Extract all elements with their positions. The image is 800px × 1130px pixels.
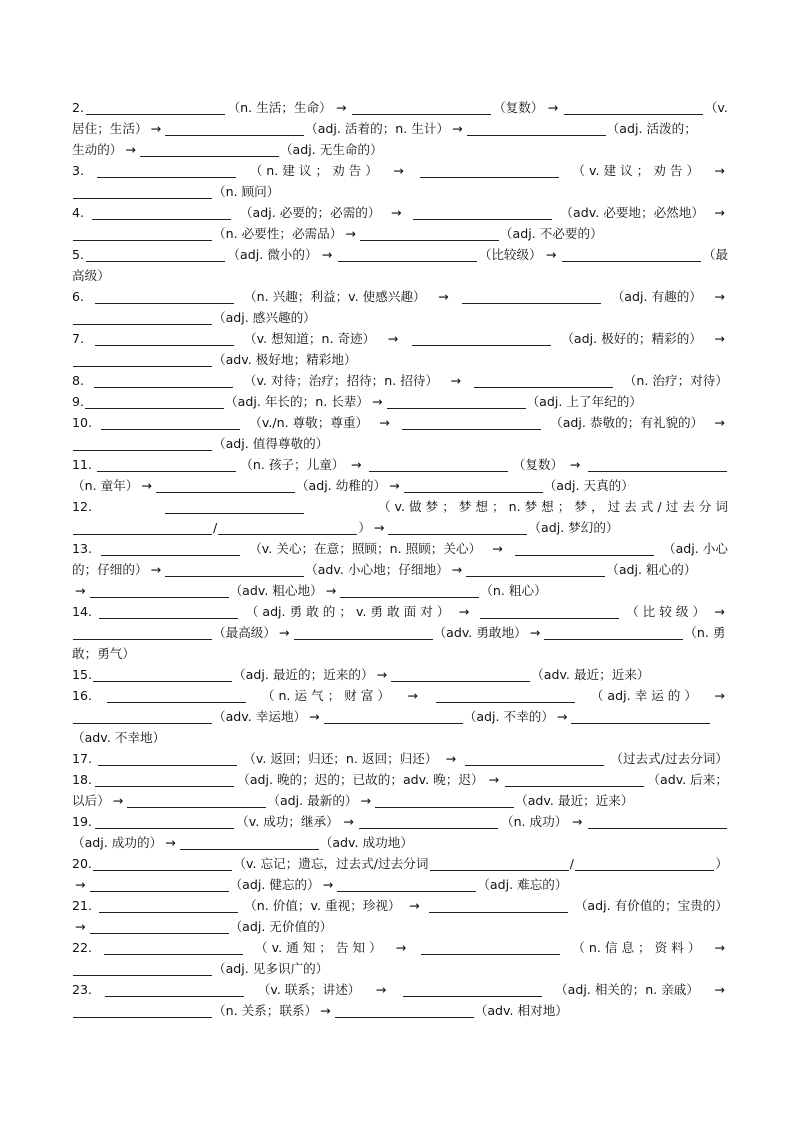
line-text: （adv. 幸运地） bbox=[213, 709, 307, 724]
answer-blank[interactable] bbox=[101, 415, 240, 430]
line-text: 6. bbox=[72, 289, 85, 304]
answer-blank[interactable] bbox=[98, 751, 237, 766]
answer-blank[interactable] bbox=[95, 814, 234, 829]
worksheet bbox=[72, 97, 728, 1021]
line-text: （ n. 建 议 ； 劝 告 ） bbox=[249, 163, 378, 178]
line-text: ） bbox=[715, 856, 728, 871]
answer-blank[interactable] bbox=[352, 100, 491, 115]
answer-blank[interactable] bbox=[127, 793, 266, 808]
line-text: （比较级） bbox=[478, 247, 542, 262]
arrow-icon: → bbox=[545, 247, 557, 262]
answer-blank[interactable] bbox=[104, 940, 243, 955]
answer-blank[interactable] bbox=[86, 100, 225, 115]
answer-blank[interactable] bbox=[588, 457, 727, 472]
answer-blank[interactable] bbox=[218, 520, 357, 535]
worksheet-line bbox=[72, 874, 728, 895]
answer-blank[interactable] bbox=[73, 709, 212, 724]
answer-blank[interactable] bbox=[505, 772, 644, 787]
line-text: （adj. 最新的） bbox=[267, 793, 358, 808]
answer-blank[interactable] bbox=[73, 184, 212, 199]
line-text: （adj. 恭敬的；有礼貌的） bbox=[550, 415, 704, 430]
line-text: 14. bbox=[72, 604, 93, 619]
line-text: （复数） bbox=[512, 457, 564, 472]
answer-blank[interactable] bbox=[338, 247, 477, 262]
answer-blank[interactable] bbox=[436, 688, 575, 703]
line-text: 19. bbox=[72, 814, 93, 829]
arrow-icon: → bbox=[112, 793, 124, 808]
worksheet-line bbox=[72, 307, 728, 328]
worksheet-line bbox=[72, 97, 728, 118]
line-text: （n. 顾问） bbox=[213, 184, 280, 199]
arrow-icon: → bbox=[492, 541, 503, 556]
answer-blank[interactable] bbox=[412, 331, 551, 346]
line-text: （n. 成功） bbox=[500, 814, 568, 829]
answer-blank[interactable] bbox=[420, 163, 559, 178]
line-text: （n. 勇 bbox=[684, 625, 726, 640]
line-text: （adv. 小心地；仔细地） bbox=[305, 562, 449, 577]
arrow-icon: → bbox=[322, 877, 334, 892]
line-text: / bbox=[213, 520, 218, 535]
arrow-icon: → bbox=[529, 625, 541, 640]
worksheet-line bbox=[72, 1000, 728, 1021]
worksheet-line bbox=[72, 811, 728, 832]
worksheet-line bbox=[72, 244, 728, 265]
arrow-icon: → bbox=[278, 625, 290, 640]
line-text: 生动的） bbox=[72, 142, 123, 157]
arrow-icon: → bbox=[556, 709, 568, 724]
worksheet-line bbox=[72, 265, 728, 286]
worksheet-line bbox=[72, 349, 728, 370]
line-text: （adv. 必要地；必然地） bbox=[560, 205, 704, 220]
worksheet-line bbox=[72, 853, 728, 874]
line-text: 21. bbox=[72, 898, 93, 913]
line-text: （n. 孩子；儿童） bbox=[240, 457, 345, 472]
arrow-icon: → bbox=[320, 1003, 331, 1018]
answer-blank[interactable] bbox=[324, 709, 463, 724]
line-text: 15. bbox=[72, 667, 93, 682]
answer-blank[interactable] bbox=[140, 142, 279, 157]
line-text: （adj. 活着的；n. 生计） bbox=[305, 121, 450, 136]
line-text: （adj. 不幸的） bbox=[463, 709, 554, 724]
arrow-icon: → bbox=[714, 289, 725, 304]
worksheet-line bbox=[72, 748, 728, 769]
worksheet-line bbox=[72, 559, 728, 580]
answer-blank[interactable] bbox=[99, 898, 238, 913]
line-text: （adv. 勇敢地） bbox=[433, 625, 527, 640]
line-text: （n. 必要性；必需品） bbox=[213, 226, 343, 241]
line-text: 17. bbox=[72, 751, 93, 766]
line-text: 4. bbox=[72, 205, 85, 220]
line-text: 以后） bbox=[72, 793, 110, 808]
answer-blank[interactable] bbox=[90, 919, 229, 934]
arrow-icon: → bbox=[165, 835, 176, 850]
line-text: 敢；勇气） bbox=[72, 646, 135, 661]
answer-blank[interactable] bbox=[105, 982, 244, 997]
arrow-icon: → bbox=[75, 877, 86, 892]
worksheet-line bbox=[72, 832, 728, 853]
line-text: 7. bbox=[72, 331, 85, 346]
arrow-icon: → bbox=[547, 100, 559, 115]
answer-blank[interactable] bbox=[73, 352, 212, 367]
arrow-icon: → bbox=[458, 604, 470, 619]
line-text: （ n. 信 息 ； 资 料 ） bbox=[572, 940, 701, 955]
arrow-icon: → bbox=[141, 478, 152, 493]
line-text: （adj. 无生命的） bbox=[279, 142, 383, 157]
arrow-icon: → bbox=[571, 814, 583, 829]
line-text: 16. bbox=[72, 688, 93, 703]
answer-blank[interactable] bbox=[430, 856, 569, 871]
arrow-icon: → bbox=[714, 205, 725, 220]
line-text: （adj. 小心 bbox=[662, 541, 728, 556]
line-text: （adj. 极好的；精彩的） bbox=[561, 331, 702, 346]
line-text: （adv. 不幸地） bbox=[72, 730, 166, 745]
answer-blank[interactable] bbox=[465, 751, 604, 766]
answer-blank[interactable] bbox=[359, 814, 498, 829]
line-text: （adj. 年长的；n. 长辈） bbox=[225, 394, 369, 409]
worksheet-line bbox=[72, 391, 728, 412]
line-text: （v./n. 尊敬；尊重） bbox=[249, 415, 369, 430]
line-text: （adj. 有价值的；宝贵的） bbox=[574, 898, 728, 913]
worksheet-line bbox=[72, 475, 728, 496]
line-text: 9. bbox=[72, 394, 85, 409]
worksheet-line bbox=[72, 454, 728, 475]
line-text: （adj. 活泼的； bbox=[606, 121, 697, 136]
line-text: （adj. 晚的；迟的；已故的；adv. 晚；迟） bbox=[237, 772, 484, 787]
answer-blank[interactable] bbox=[360, 226, 499, 241]
line-text: （最高级） bbox=[213, 625, 276, 640]
line-text: （v. 对待；治疗；招待；n. 招待） bbox=[243, 373, 439, 388]
answer-blank[interactable] bbox=[387, 394, 526, 409]
line-text: （ adj. 勇 敢 的 ； v. 勇 敢 面 对 ） bbox=[245, 604, 450, 619]
line-text: （过去式/过去分词） bbox=[610, 751, 728, 766]
answer-blank[interactable] bbox=[467, 121, 606, 136]
arrow-icon: → bbox=[345, 226, 356, 241]
arrow-icon: → bbox=[488, 772, 500, 787]
arrow-icon: → bbox=[387, 331, 399, 346]
line-text: （n. 童年） bbox=[72, 478, 139, 493]
answer-blank[interactable] bbox=[101, 541, 240, 556]
line-text: 的；仔细的） bbox=[72, 562, 148, 577]
worksheet-line bbox=[72, 895, 728, 916]
arrow-icon: → bbox=[452, 121, 463, 136]
line-text: （adv. 最近；近来） bbox=[531, 667, 650, 682]
line-text: （adv. 后来； bbox=[647, 772, 728, 787]
answer-blank[interactable] bbox=[564, 100, 703, 115]
worksheet-line bbox=[72, 181, 728, 202]
arrow-icon: → bbox=[343, 814, 354, 829]
arrow-icon: → bbox=[125, 142, 136, 157]
worksheet-line bbox=[72, 958, 728, 979]
line-text: （v. 忘记；遗忘，过去式/过去分词 bbox=[233, 856, 429, 871]
worksheet-line bbox=[72, 118, 728, 139]
line-text: （adv. 粗心地） bbox=[229, 583, 323, 598]
arrow-icon: → bbox=[379, 415, 390, 430]
line-text: 居住；生活） bbox=[72, 121, 148, 136]
line-text: （v. 返回；归还；n. 返回；归还） bbox=[243, 751, 438, 766]
arrow-icon: → bbox=[714, 604, 725, 619]
line-text: （n. 兴趣；利益；v. 使感兴趣） bbox=[244, 289, 426, 304]
arrow-icon: → bbox=[150, 121, 162, 136]
line-text: （ adj. 幸 运 的 ） bbox=[590, 688, 697, 703]
line-text: 5. bbox=[72, 247, 85, 262]
answer-blank[interactable] bbox=[73, 226, 212, 241]
line-text: 18. bbox=[72, 772, 93, 787]
worksheet-line bbox=[72, 412, 728, 433]
answer-blank[interactable] bbox=[575, 856, 714, 871]
arrow-icon: → bbox=[373, 520, 385, 535]
answer-blank[interactable] bbox=[403, 982, 542, 997]
line-text: 13. bbox=[72, 541, 93, 556]
answer-blank[interactable] bbox=[421, 940, 560, 955]
answer-blank[interactable] bbox=[466, 562, 605, 577]
arrow-icon: → bbox=[389, 478, 400, 493]
answer-blank[interactable] bbox=[375, 793, 514, 808]
answer-blank[interactable] bbox=[562, 247, 701, 262]
answer-blank[interactable] bbox=[97, 457, 236, 472]
worksheet-line bbox=[72, 538, 728, 559]
worksheet-line bbox=[72, 664, 728, 685]
answer-blank[interactable] bbox=[90, 877, 229, 892]
answer-blank[interactable] bbox=[180, 835, 319, 850]
line-text: （adj. 相关的；n. 亲戚） bbox=[555, 982, 699, 997]
answer-blank[interactable] bbox=[93, 667, 232, 682]
arrow-icon: → bbox=[325, 583, 337, 598]
worksheet-line bbox=[72, 979, 728, 1000]
answer-blank[interactable] bbox=[86, 247, 225, 262]
line-text: （adj. 上了年纪的） bbox=[526, 394, 642, 409]
answer-blank[interactable] bbox=[335, 1003, 474, 1018]
line-text: （ v. 做 梦 ； 梦 想 ； n. 梦 想 ； 梦 ， 过 去 式 / 过 去 分 词 bbox=[377, 499, 728, 514]
worksheet-line bbox=[72, 496, 728, 517]
line-text: （adv. 成功地） bbox=[319, 835, 413, 850]
line-text: （adj. 健忘的） bbox=[229, 877, 320, 892]
worksheet-line bbox=[72, 580, 728, 601]
arrow-icon: → bbox=[714, 331, 725, 346]
worksheet-line bbox=[72, 328, 728, 349]
line-text: （v. bbox=[704, 100, 728, 115]
arrow-icon: → bbox=[360, 793, 372, 808]
line-text: 11. bbox=[72, 457, 93, 472]
worksheet-line bbox=[72, 223, 728, 244]
arrow-icon: → bbox=[351, 457, 362, 472]
answer-blank[interactable] bbox=[544, 625, 683, 640]
line-text: / bbox=[569, 856, 575, 871]
line-text: （adj. 感兴趣的） bbox=[213, 310, 316, 325]
worksheet-line bbox=[72, 202, 728, 223]
worksheet-line bbox=[72, 916, 728, 937]
line-text: （ n. 运 气 ； 财 富 ） bbox=[261, 688, 391, 703]
line-text: （n. 生活；生命） bbox=[227, 100, 332, 115]
answer-blank[interactable] bbox=[93, 856, 232, 871]
worksheet-line bbox=[72, 706, 728, 727]
worksheet-line bbox=[72, 139, 728, 160]
arrow-icon: → bbox=[438, 289, 449, 304]
line-text: （adj. 天真的） bbox=[543, 478, 634, 493]
worksheet-line bbox=[72, 643, 728, 664]
arrow-icon: → bbox=[714, 415, 725, 430]
answer-blank[interactable] bbox=[90, 583, 229, 598]
line-text: （adj. 粗心的） bbox=[606, 562, 697, 577]
worksheet-line bbox=[72, 937, 728, 958]
line-text: （v. 关心；在意；照顾；n. 照顾；关心） bbox=[249, 541, 482, 556]
answer-blank[interactable] bbox=[95, 289, 234, 304]
answer-blank[interactable] bbox=[165, 562, 304, 577]
line-text: （adj. 见多识广的） bbox=[213, 961, 329, 976]
line-text: ） bbox=[358, 520, 371, 535]
arrow-icon: → bbox=[569, 457, 581, 472]
answer-blank[interactable] bbox=[73, 1003, 212, 1018]
line-text: （adv. 最近；近来） bbox=[515, 793, 634, 808]
line-text: 高级） bbox=[72, 268, 110, 283]
line-text: 23. bbox=[72, 982, 93, 997]
answer-blank[interactable] bbox=[391, 667, 530, 682]
line-text: 2. bbox=[72, 100, 85, 115]
line-text: （adj. 微小的） bbox=[227, 247, 318, 262]
arrow-icon: → bbox=[335, 100, 347, 115]
answer-blank[interactable] bbox=[388, 520, 527, 535]
answer-blank[interactable] bbox=[340, 583, 479, 598]
answer-blank[interactable] bbox=[99, 604, 238, 619]
arrow-icon: → bbox=[445, 751, 457, 766]
line-text: （adj. 有趣的） bbox=[611, 289, 702, 304]
arrow-icon: → bbox=[451, 562, 463, 577]
line-text: （v. 联系；讲述） bbox=[257, 982, 361, 997]
line-text: （adj. 不必要的） bbox=[499, 226, 603, 241]
line-text: （ v. 建 议 ； 劝 告 ） bbox=[572, 163, 700, 178]
line-text: （adv. 相对地） bbox=[474, 1003, 568, 1018]
line-text: （n. 价值；v. 重视；珍视） bbox=[244, 898, 401, 913]
arrow-icon: → bbox=[150, 562, 162, 577]
line-text: （adj. 无价值的） bbox=[229, 919, 333, 934]
arrow-icon: → bbox=[390, 205, 402, 220]
worksheet-line bbox=[72, 601, 728, 622]
line-text: 3. bbox=[72, 163, 85, 178]
worksheet-line bbox=[72, 517, 728, 538]
line-text: 22. bbox=[72, 940, 93, 955]
answer-blank[interactable] bbox=[571, 709, 710, 724]
answer-blank[interactable] bbox=[294, 625, 433, 640]
answer-blank[interactable] bbox=[73, 520, 212, 535]
worksheet-line bbox=[72, 727, 728, 748]
line-text: （adj. 成功的） bbox=[72, 835, 163, 850]
line-text: （v. 成功；继承） bbox=[236, 814, 339, 829]
line-text: （最 bbox=[702, 247, 728, 262]
line-text: （复数） bbox=[493, 100, 544, 115]
arrow-icon: → bbox=[714, 688, 725, 703]
line-text: （n. 粗心） bbox=[480, 583, 547, 598]
answer-blank[interactable] bbox=[413, 205, 552, 220]
answer-blank[interactable] bbox=[515, 541, 654, 556]
answer-blank[interactable] bbox=[107, 688, 246, 703]
answer-blank[interactable] bbox=[156, 478, 295, 493]
worksheet-line bbox=[72, 433, 728, 454]
arrow-icon: → bbox=[321, 247, 333, 262]
answer-blank[interactable] bbox=[97, 163, 236, 178]
worksheet-line bbox=[72, 160, 728, 181]
line-text: 20. bbox=[72, 856, 93, 871]
line-text: （adv. 极好地；精彩地） bbox=[213, 352, 357, 367]
answer-blank[interactable] bbox=[73, 961, 212, 976]
line-text: （n. 关系；联系） bbox=[213, 1003, 318, 1018]
worksheet-line bbox=[72, 685, 728, 706]
arrow-icon: → bbox=[376, 667, 388, 682]
arrow-icon: → bbox=[714, 163, 725, 178]
line-text: （adj. 幼稚的） bbox=[295, 478, 387, 493]
arrow-icon: → bbox=[450, 373, 462, 388]
worksheet-line bbox=[72, 286, 728, 307]
line-text: （v. 想知道；n. 奇迹） bbox=[244, 331, 376, 346]
answer-blank[interactable] bbox=[94, 373, 233, 388]
worksheet-line bbox=[72, 790, 728, 811]
line-text: （adj. 梦幻的） bbox=[528, 520, 619, 535]
answer-blank[interactable] bbox=[165, 499, 304, 514]
answer-blank[interactable] bbox=[474, 373, 613, 388]
arrow-icon: → bbox=[375, 982, 387, 997]
line-text: （adj. 最近的；近来的） bbox=[233, 667, 374, 682]
answer-blank[interactable] bbox=[462, 289, 601, 304]
answer-blank[interactable] bbox=[92, 205, 231, 220]
line-text: （adj. 值得尊敬的） bbox=[213, 436, 329, 451]
arrow-icon: → bbox=[714, 982, 725, 997]
line-text: （ 比 较 级 ） bbox=[626, 604, 706, 619]
line-text: （adj. 难忘的） bbox=[477, 877, 568, 892]
line-text: 10. bbox=[72, 415, 93, 430]
answer-blank[interactable] bbox=[402, 415, 541, 430]
answer-blank[interactable] bbox=[73, 436, 212, 451]
line-text: （n. 治疗；对待） bbox=[623, 373, 728, 388]
worksheet-line bbox=[72, 370, 728, 391]
answer-blank[interactable] bbox=[480, 604, 619, 619]
arrow-icon: → bbox=[714, 940, 725, 955]
answer-blank[interactable] bbox=[73, 310, 212, 325]
answer-blank[interactable] bbox=[588, 814, 727, 829]
arrow-icon: → bbox=[75, 919, 86, 934]
answer-blank[interactable] bbox=[95, 772, 234, 787]
arrow-icon: → bbox=[393, 163, 404, 178]
line-text: 12. bbox=[72, 499, 93, 514]
arrow-icon: → bbox=[409, 898, 420, 913]
answer-blank[interactable] bbox=[369, 457, 508, 472]
line-text: （ v. 通 知 ； 告 知 ） bbox=[255, 940, 382, 955]
arrow-icon: → bbox=[75, 583, 86, 598]
arrow-icon: → bbox=[395, 940, 407, 955]
line-text: 8. bbox=[72, 373, 85, 388]
answer-blank[interactable] bbox=[165, 121, 304, 136]
answer-blank[interactable] bbox=[85, 394, 224, 409]
line-text: （adj. 必要的；必需的） bbox=[239, 205, 381, 220]
worksheet-line bbox=[72, 769, 728, 790]
answer-blank[interactable] bbox=[95, 331, 234, 346]
answer-blank[interactable] bbox=[73, 625, 212, 640]
answer-blank[interactable] bbox=[429, 898, 568, 913]
worksheet-line bbox=[72, 622, 728, 643]
arrow-icon: → bbox=[407, 688, 418, 703]
answer-blank[interactable] bbox=[337, 877, 476, 892]
arrow-icon: → bbox=[372, 394, 383, 409]
arrow-icon: → bbox=[309, 709, 320, 724]
answer-blank[interactable] bbox=[404, 478, 543, 493]
